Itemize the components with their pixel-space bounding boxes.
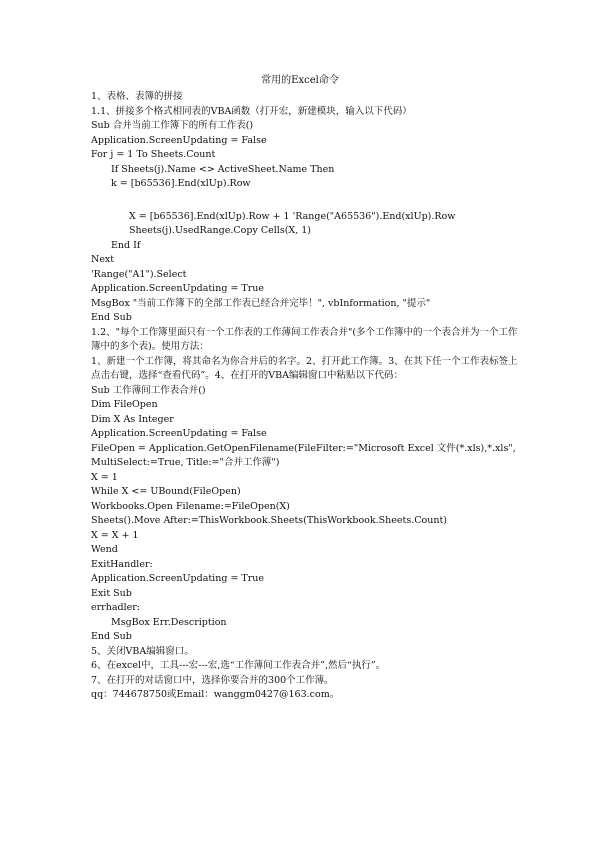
text-line: 6、在excel中，工具---宏---宏,选“工作薄间工作表合并”,然后“执行”。 <box>91 660 386 671</box>
text-line: 1、表格、表簿的拼接 <box>91 91 183 102</box>
text-line: Dim X As Integer <box>91 413 174 425</box>
text-line: End If <box>111 239 141 251</box>
text-line: Application.ScreenUpdating = True <box>91 283 265 294</box>
text-line: End Sub <box>91 312 132 323</box>
text-line: Dim FileOpen <box>91 399 158 410</box>
text-line: Workbooks.Open Filename:=FileOpen(X) <box>91 500 290 512</box>
text-line: While X <= UBound(FileOpen) <box>91 486 241 497</box>
text-line: Application.ScreenUpdating = False <box>91 134 267 146</box>
text-line: qq：744678750或Email：wanggm0427@163.com。 <box>91 689 340 700</box>
text-line: Sub 合并当前工作簿下的所有工作表() <box>91 120 254 131</box>
text-line: End Sub <box>91 631 132 642</box>
document-body <box>91 90 526 703</box>
text-line: Exit Sub <box>91 587 132 599</box>
text-line: Sheets(j).UsedRange.Copy Cells(X, 1) <box>129 225 311 236</box>
text-line: 1.1、拼接多个格式相同表的VBA函数（打开宏，新建模块，输入以下代码） <box>91 105 412 117</box>
text-line: errhadler: <box>91 602 140 613</box>
text-line: MsgBox "当前工作簿下的全部工作表已经合并完毕！", vbInformation, "提示" <box>91 297 431 309</box>
text-line: X = 1 <box>91 471 118 483</box>
text-line: FileOpen = Application.GetOpenFilename(FileFilter:="Microsoft Excel 文件(*.xls),*.xls", MultiSelect:=True, Title:="合并工作薄") <box>91 442 516 468</box>
text-line: 5、关闭VBA编辑窗口。 <box>91 645 194 657</box>
text-line: X = [b65536].End(xlUp).Row + 1 'Range("A65536").End(xlUp).Row <box>129 210 456 222</box>
text-line: 1、新建一个工作簿，将其命名为你合并后的名字。2、打开此工作簿。3、在其下任一个工作表标签上点击右键，选择“查看代码”。4、在打开的VBA编辑窗口中粘贴以下代码： <box>91 355 518 381</box>
document-title: 常用的Excel命令 <box>261 75 339 86</box>
text-line: X = X + 1 <box>91 529 139 541</box>
text-line: k = [b65536].End(xlUp).Row <box>111 178 251 189</box>
text-line: 1.2、"每个工作簿里面只有一个工作表的工作薄间工作表合并"(多个工作簿中的一个表合并为一个工作簿中的多个表)。使用方法： <box>91 326 518 352</box>
text-line: Sub 工作薄间工作表合并() <box>91 384 206 396</box>
text-line: Sheets().Move After:=ThisWorkbook.Sheets(ThisWorkbook.Sheets.Count) <box>91 515 448 526</box>
text-line: 7、在打开的对话窗口中，选择你要合并的300个工作薄。 <box>91 674 334 686</box>
blank-line <box>91 192 526 210</box>
text-line: Application.ScreenUpdating = True <box>91 573 265 584</box>
text-line: Application.ScreenUpdating = False <box>91 428 267 439</box>
text-line: Next <box>91 254 115 265</box>
text-line: If Sheets(j).Name <> ActiveSheet.Name Then <box>111 163 335 175</box>
text-line: 'Range("A1").Select <box>91 268 187 280</box>
text-line: ExitHandler: <box>91 558 153 570</box>
text-line: Wend <box>91 544 118 555</box>
text-line: For j = 1 To Sheets.Count <box>91 149 216 160</box>
text-line: MsgBox Err.Description <box>111 616 227 628</box>
